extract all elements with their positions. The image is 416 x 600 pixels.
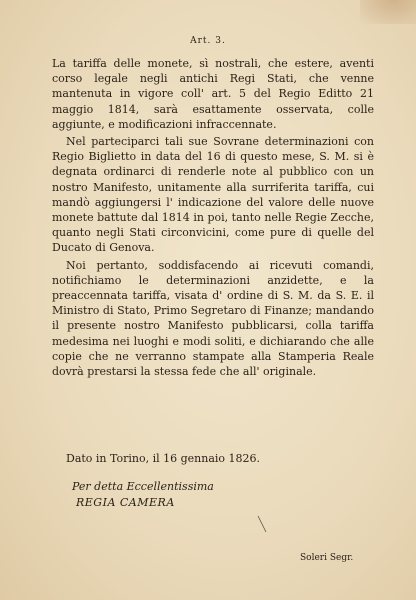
paragraph-2: Nel parteciparci tali sue Sovrane determinazioni con Regio Biglietto in data del 16 di questo mese, S. M. si è degnata ordinarci di renderle note al pubblico con un nostro Manifesto, unitamente alla surriferita tariffa, cui mandò aggiungersi l' indicazione del valore delle nuove monete battute dal 1814 in poi, tanto nelle Regie Zecche, quanto negli Stati circonvicini, come pure di quelle del Ducato di Genova. [52,135,374,255]
signature-line-2: REGIA CAMERA [76,496,175,509]
document-body [52,56,374,381]
article-heading: Art. 3. [190,36,226,46]
date-line: Dato in Torino, il 16 gennaio 1826. [66,452,261,465]
ink-mark [256,514,270,534]
paper-stain [360,0,416,24]
secretary-signature: Soleri Segr. [300,553,354,563]
paragraph-3: Noi pertanto, soddisfacendo ai ricevuti comandi, notifichiamo le determinazioni anzidette, e la preaccennata tariffa, visata d' ordine di S. M. da S. E. il Ministro di Stato, Primo Segretaro di Finanze; mandando il presente nostro Manifesto pubblicarsi, colla tariffa medesima nei luoghi e modi soliti, e dichiarando che alle copie che ne verranno stampate alla Stamperia Reale dovrà prestarsi la stessa fede che all' originale. [52,258,374,379]
signature-line-1: Per detta Eccellentissima [72,480,214,493]
paragraph-1: La tariffa delle monete, sì nostrali, che estere, aventi corso legale negli antichi Regi Stati, che venne mantenuta in vigore coll' art. 5 del Regio Editto 21 maggio 1814, sarà esattamente osservata, colle aggiunte, e modificazioni infraccennate. [52,57,374,131]
